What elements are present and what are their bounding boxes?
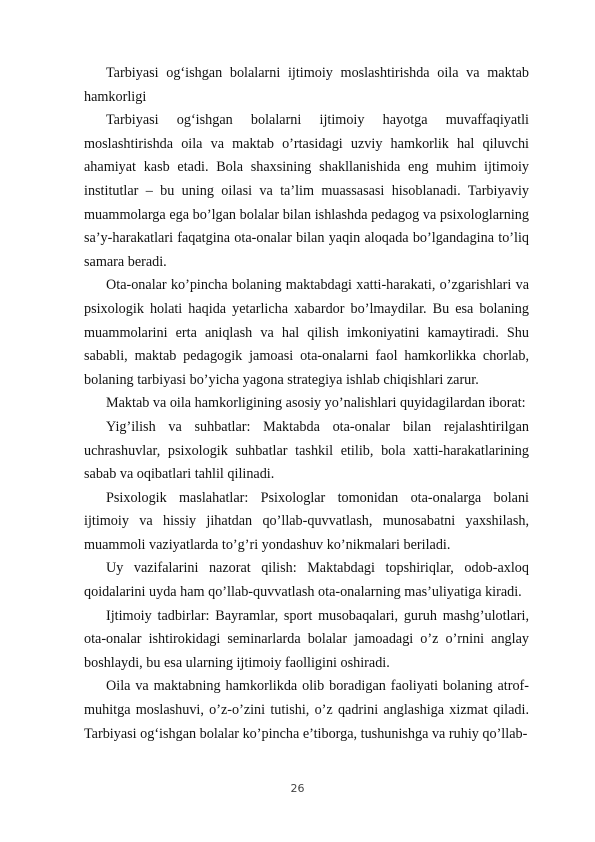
page-number: 26 bbox=[290, 782, 305, 795]
list-intro-paragraph: Maktab va oila hamkorligining asosiy yo’nalishlari quyidagilardan iborat: bbox=[106, 395, 526, 412]
body-paragraph: Tarbiyasi og‘ishgan bolalarni ijtimoiy hayotga muvaffaqiyatli moslashtirishda oila va maktab o’rtasidagi uzviy hamkorlik hal qiluvchi ahamiyat kasb etadi. Bola shaxsining shakllanishida eng muhim ijtimoiy institutlar – bu uning oilasi va ta’lim muassasasi hisoblanadi. Tarbiyaviy muammolarga ega bo’lgan bolalar bilan ishlashda pedagog va psixologlarning sa’y-harakatlari faqatgina ota-onalar bilan yaqin aloqada bo’lgandagina to’liq samara beradi. bbox=[84, 112, 529, 270]
list-item-paragraph: Uy vazifalarini nazorat qilish: Maktabdagi topshiriqlar, odob-axloq qoidalarini uyda ham qo’llab-quvvatlash ota-onalarning mas’uliyatiga kiradi. bbox=[84, 560, 529, 601]
list-item-paragraph: Ijtimoiy tadbirlar: Bayramlar, sport musobaqalari, guruh mashg’ulotlari, ota-onalar ishtirokidagi seminarlarda bolalar jamoadagi o’z o’rnini anglay boshlaydi, bu esa ularning ijtimoiy faolligini oshiradi. bbox=[84, 607, 529, 671]
body-paragraph: Ota-onalar ko’pincha bolaning maktabdagi xatti-harakati, o’zgarishlari va psixologik holati haqida yetarlicha xabardor bo’lmaydilar. Bu esa bolaning muammolarini erta aniqlash va hal qilish imkoniyatini kamaytiradi. Shu sababli, maktab pedagogik jamoasi ota-onalarni faol hamkorlikka chorlab, bolaning tarbiyasi bo’yicha yagona strategiya ishlab chiqishlari zarur. bbox=[84, 277, 529, 388]
list-item-paragraph: Yig’ilish va suhbatlar: Maktabda ota-onalar bilan rejalashtirilgan uchrashuvlar, psixologik suhbatlar tashkil etilib, bola xatti-harakatlarining sabab va oqibatlari tahlil qilinadi. bbox=[84, 418, 529, 483]
section-heading-paragraph: Tarbiyasi og‘ishgan bolalarni ijtimoiy moslashtirishda oila va maktab hamkorligi bbox=[84, 65, 529, 105]
document-body bbox=[84, 62, 529, 746]
list-item-paragraph: Psixologik maslahatlar: Psixologlar tomonidan ota-onalarga bolani ijtimoiy va hissiy jihatdan qo’llab-quvvatlash, munosabatni yaxshilash, muammoli vaziyatlarda to’g’ri yondashuv ko’nikmalari beriladi. bbox=[84, 489, 529, 553]
body-paragraph: Oila va maktabning hamkorlikda olib boradigan faoliyati bolaning atrof-muhitga moslashuvi, o’z-o’zini tutishi, o’z qadrini anglashiga xizmat qiladi. Tarbiyasi og‘ishgan bolalar ko’pincha e’tiborga, tushunishga va ruhiy qo’llab- bbox=[84, 678, 529, 742]
